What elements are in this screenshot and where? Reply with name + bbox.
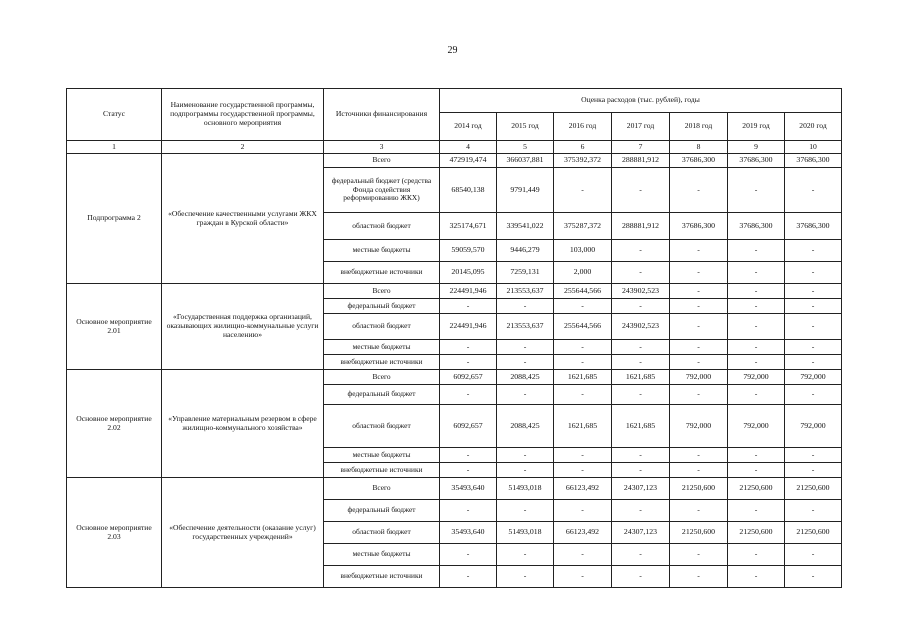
- status-cell: Основное мероприятие 2.03: [67, 478, 162, 588]
- table-row: [67, 478, 842, 500]
- value-cell: -: [497, 385, 554, 405]
- column-number: 2: [162, 141, 324, 154]
- value-cell: -: [728, 314, 785, 340]
- value-cell: 24307,123: [612, 522, 670, 544]
- value-cell: -: [440, 463, 497, 478]
- value-cell: -: [728, 240, 785, 262]
- value-cell: 243902,523: [612, 284, 670, 299]
- table-row: [67, 370, 842, 385]
- value-cell: 255644,566: [554, 284, 612, 299]
- value-cell: 375287,372: [554, 213, 612, 240]
- value-cell: -: [728, 262, 785, 284]
- value-cell: -: [612, 240, 670, 262]
- header-name: Наименование государственной программы, подпрограммы государственной программы, основного мероприятия: [162, 89, 324, 141]
- value-cell: -: [728, 500, 785, 522]
- value-cell: 37686,300: [728, 213, 785, 240]
- value-cell: 366037,881: [497, 154, 554, 168]
- value-cell: -: [728, 463, 785, 478]
- value-cell: -: [554, 355, 612, 370]
- year-header: 2019 год: [728, 113, 785, 141]
- funding-source-cell: федеральный бюджет: [324, 299, 440, 314]
- value-cell: -: [670, 385, 728, 405]
- value-cell: -: [785, 544, 842, 566]
- value-cell: 51493,018: [497, 522, 554, 544]
- year-header: 2016 год: [554, 113, 612, 141]
- funding-source-cell: внебюджетные источники: [324, 355, 440, 370]
- value-cell: -: [612, 168, 670, 213]
- value-cell: -: [554, 544, 612, 566]
- value-cell: -: [554, 448, 612, 463]
- value-cell: 37686,300: [728, 154, 785, 168]
- value-cell: -: [785, 385, 842, 405]
- value-cell: -: [440, 355, 497, 370]
- funding-source-cell: федеральный бюджет: [324, 385, 440, 405]
- value-cell: -: [785, 299, 842, 314]
- value-cell: -: [670, 544, 728, 566]
- funding-source-cell: областной бюджет: [324, 314, 440, 340]
- value-cell: 51493,018: [497, 478, 554, 500]
- value-cell: -: [728, 168, 785, 213]
- value-cell: -: [554, 340, 612, 355]
- value-cell: -: [728, 448, 785, 463]
- value-cell: -: [670, 500, 728, 522]
- value-cell: -: [497, 566, 554, 588]
- value-cell: 24307,123: [612, 478, 670, 500]
- status-cell: Подпрограмма 2: [67, 154, 162, 284]
- value-cell: -: [670, 262, 728, 284]
- value-cell: 68540,138: [440, 168, 497, 213]
- header-estimate: Оценка расходов (тыс. рублей), годы: [440, 89, 842, 113]
- column-number: 9: [728, 141, 785, 154]
- value-cell: -: [440, 544, 497, 566]
- table-body: [67, 89, 842, 588]
- value-cell: 213553,637: [497, 284, 554, 299]
- value-cell: -: [785, 500, 842, 522]
- value-cell: -: [554, 500, 612, 522]
- program-name-cell: «Управление материальным резервом в сфере жилищно-коммунального хозяйства»: [162, 370, 324, 478]
- column-number: 8: [670, 141, 728, 154]
- funding-source-cell: внебюджетные источники: [324, 463, 440, 478]
- value-cell: 255644,566: [554, 314, 612, 340]
- value-cell: 35493,640: [440, 478, 497, 500]
- value-cell: -: [497, 340, 554, 355]
- value-cell: 1621,685: [554, 370, 612, 385]
- value-cell: 288881,912: [612, 213, 670, 240]
- value-cell: -: [728, 566, 785, 588]
- value-cell: -: [785, 355, 842, 370]
- value-cell: 288881,912: [612, 154, 670, 168]
- value-cell: -: [785, 168, 842, 213]
- column-number: 7: [612, 141, 670, 154]
- value-cell: -: [728, 355, 785, 370]
- value-cell: -: [728, 385, 785, 405]
- funding-source-cell: местные бюджеты: [324, 448, 440, 463]
- column-number: 4: [440, 141, 497, 154]
- value-cell: 21250,600: [728, 478, 785, 500]
- value-cell: -: [670, 340, 728, 355]
- value-cell: -: [554, 566, 612, 588]
- value-cell: -: [497, 463, 554, 478]
- value-cell: -: [785, 463, 842, 478]
- value-cell: 1621,685: [612, 370, 670, 385]
- column-number: 6: [554, 141, 612, 154]
- value-cell: 59059,570: [440, 240, 497, 262]
- year-header: 2018 год: [670, 113, 728, 141]
- column-number: 10: [785, 141, 842, 154]
- value-cell: -: [440, 340, 497, 355]
- value-cell: -: [612, 463, 670, 478]
- value-cell: -: [554, 463, 612, 478]
- value-cell: -: [785, 284, 842, 299]
- funding-source-cell: местные бюджеты: [324, 340, 440, 355]
- value-cell: -: [612, 500, 670, 522]
- value-cell: -: [497, 355, 554, 370]
- value-cell: -: [612, 355, 670, 370]
- value-cell: -: [670, 168, 728, 213]
- value-cell: 21250,600: [670, 522, 728, 544]
- value-cell: 21250,600: [785, 478, 842, 500]
- funding-source-cell: Всего: [324, 370, 440, 385]
- value-cell: 6092,657: [440, 370, 497, 385]
- header-sources: Источники финансирования: [324, 89, 440, 141]
- value-cell: -: [497, 500, 554, 522]
- value-cell: 325174,671: [440, 213, 497, 240]
- value-cell: -: [785, 240, 842, 262]
- year-header: 2017 год: [612, 113, 670, 141]
- value-cell: -: [785, 340, 842, 355]
- value-cell: 792,000: [670, 405, 728, 448]
- value-cell: 66123,492: [554, 522, 612, 544]
- value-cell: 224491,946: [440, 284, 497, 299]
- value-cell: 1621,685: [554, 405, 612, 448]
- value-cell: 21250,600: [670, 478, 728, 500]
- value-cell: 21250,600: [785, 522, 842, 544]
- funding-source-cell: местные бюджеты: [324, 544, 440, 566]
- value-cell: -: [554, 385, 612, 405]
- header-status: Статус: [67, 89, 162, 141]
- value-cell: -: [440, 500, 497, 522]
- column-number: 5: [497, 141, 554, 154]
- funding-source-cell: областной бюджет: [324, 405, 440, 448]
- value-cell: 6092,657: [440, 405, 497, 448]
- value-cell: 224491,946: [440, 314, 497, 340]
- value-cell: 2088,425: [497, 405, 554, 448]
- funding-source-cell: Всего: [324, 284, 440, 299]
- value-cell: 792,000: [785, 370, 842, 385]
- funding-source-cell: внебюджетные источники: [324, 566, 440, 588]
- value-cell: -: [440, 385, 497, 405]
- value-cell: -: [728, 340, 785, 355]
- value-cell: 339541,022: [497, 213, 554, 240]
- value-cell: 20145,095: [440, 262, 497, 284]
- value-cell: 2088,425: [497, 370, 554, 385]
- program-name-cell: «Обеспечение деятельности (оказание услуг) государственных учреждений»: [162, 478, 324, 588]
- value-cell: -: [728, 299, 785, 314]
- funding-source-cell: внебюджетные источники: [324, 262, 440, 284]
- value-cell: -: [670, 299, 728, 314]
- page-number: 29: [447, 45, 458, 56]
- year-header: 2014 год: [440, 113, 497, 141]
- value-cell: 792,000: [670, 370, 728, 385]
- value-cell: -: [785, 448, 842, 463]
- value-cell: -: [670, 284, 728, 299]
- value-cell: -: [440, 448, 497, 463]
- value-cell: -: [670, 463, 728, 478]
- value-cell: -: [497, 448, 554, 463]
- value-cell: -: [440, 299, 497, 314]
- funding-source-cell: местные бюджеты: [324, 240, 440, 262]
- value-cell: -: [612, 544, 670, 566]
- funding-source-cell: федеральный бюджет (средства Фонда содействия реформированию ЖКХ): [324, 168, 440, 213]
- value-cell: -: [785, 566, 842, 588]
- status-cell: Основное мероприятие 2.01: [67, 284, 162, 370]
- header-row: [67, 89, 842, 113]
- funding-source-cell: областной бюджет: [324, 522, 440, 544]
- status-cell: Основное мероприятие 2.02: [67, 370, 162, 478]
- value-cell: -: [785, 262, 842, 284]
- value-cell: -: [440, 566, 497, 588]
- budget-table: [66, 88, 842, 588]
- value-cell: -: [497, 299, 554, 314]
- value-cell: -: [728, 544, 785, 566]
- year-header: 2020 год: [785, 113, 842, 141]
- value-cell: -: [612, 262, 670, 284]
- value-cell: -: [612, 385, 670, 405]
- table-row: [67, 284, 842, 299]
- program-name-cell: «Государственная поддержка организаций, оказывающих жилищно-коммунальные услуги населению»: [162, 284, 324, 370]
- funding-source-cell: областной бюджет: [324, 213, 440, 240]
- year-header: 2015 год: [497, 113, 554, 141]
- value-cell: -: [670, 355, 728, 370]
- funding-source-cell: федеральный бюджет: [324, 500, 440, 522]
- value-cell: 7259,131: [497, 262, 554, 284]
- value-cell: -: [554, 168, 612, 213]
- value-cell: -: [670, 240, 728, 262]
- value-cell: 9791,449: [497, 168, 554, 213]
- value-cell: 792,000: [728, 405, 785, 448]
- program-name-cell: «Обеспечение качественными услугами ЖКХ граждан в Курской области»: [162, 154, 324, 284]
- value-cell: -: [670, 566, 728, 588]
- value-cell: -: [497, 544, 554, 566]
- value-cell: 792,000: [785, 405, 842, 448]
- value-cell: 792,000: [728, 370, 785, 385]
- value-cell: 37686,300: [670, 213, 728, 240]
- value-cell: 66123,492: [554, 478, 612, 500]
- value-cell: 37686,300: [785, 154, 842, 168]
- value-cell: -: [612, 299, 670, 314]
- value-cell: -: [670, 448, 728, 463]
- value-cell: 9446,279: [497, 240, 554, 262]
- value-cell: 375392,372: [554, 154, 612, 168]
- column-number: 3: [324, 141, 440, 154]
- value-cell: 472919,474: [440, 154, 497, 168]
- value-cell: 37686,300: [670, 154, 728, 168]
- value-cell: -: [554, 299, 612, 314]
- table-row: [67, 154, 842, 168]
- funding-source-cell: Всего: [324, 154, 440, 168]
- value-cell: -: [612, 566, 670, 588]
- value-cell: 103,000: [554, 240, 612, 262]
- value-cell: 243902,523: [612, 314, 670, 340]
- value-cell: -: [728, 284, 785, 299]
- column-number: 1: [67, 141, 162, 154]
- value-cell: -: [670, 314, 728, 340]
- value-cell: 37686,300: [785, 213, 842, 240]
- funding-source-cell: Всего: [324, 478, 440, 500]
- value-cell: -: [785, 314, 842, 340]
- column-number-row: [67, 141, 842, 154]
- value-cell: 21250,600: [728, 522, 785, 544]
- value-cell: 213553,637: [497, 314, 554, 340]
- value-cell: -: [612, 340, 670, 355]
- value-cell: 1621,685: [612, 405, 670, 448]
- value-cell: 2,000: [554, 262, 612, 284]
- value-cell: -: [612, 448, 670, 463]
- value-cell: 35493,640: [440, 522, 497, 544]
